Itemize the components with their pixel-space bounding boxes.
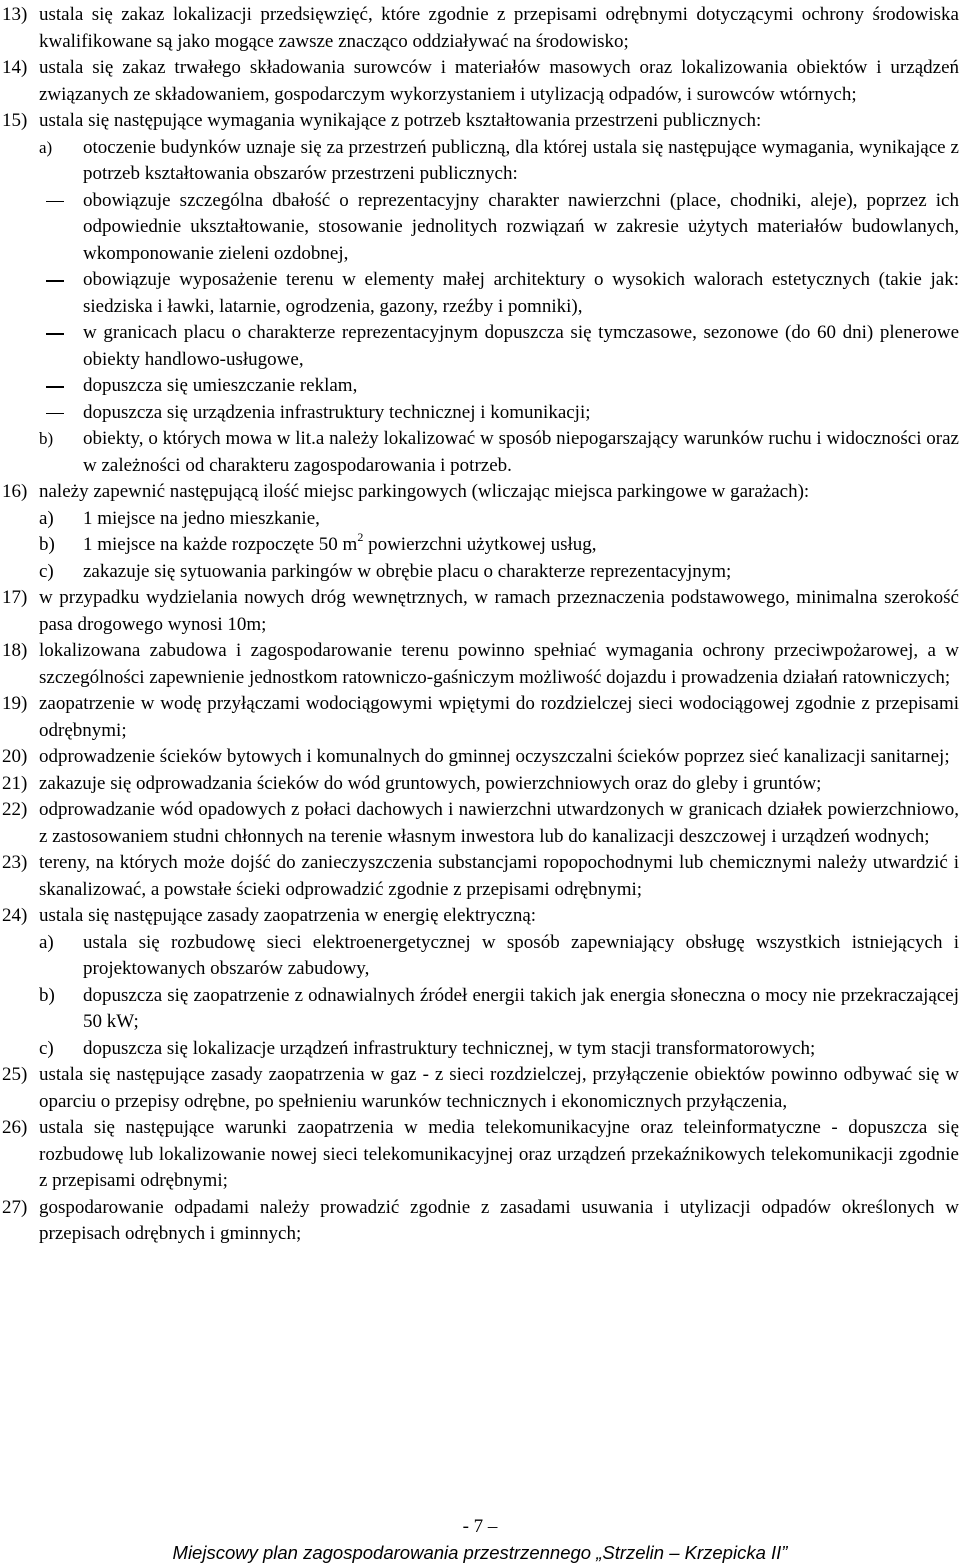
dash-item xyxy=(2,320,959,373)
sub-item-label: b) xyxy=(39,534,55,555)
sub-item-text-after: powierzchni użytkowej usług, xyxy=(363,534,597,555)
list-item xyxy=(2,797,959,850)
sub-item xyxy=(2,135,959,188)
list-item xyxy=(2,638,959,691)
item-number: 15) xyxy=(2,110,28,131)
list-item xyxy=(2,1195,959,1248)
item-text: w przypadku wydzielania nowych dróg wewnętrznych, w ramach przeznaczenia podstawowego, minimalna szerokość pasa drogowego wynosi 10m; xyxy=(39,587,959,635)
list-item xyxy=(2,903,959,930)
item-text: zakazuje się odprowadzania ścieków do wód gruntowych, powierzchniowych oraz do gleby i gruntów; xyxy=(39,772,822,794)
list-item xyxy=(2,744,959,771)
sub-item xyxy=(2,1036,959,1063)
item-text: zaopatrzenie w wodę przyłączami wodociągowymi wpiętymi do rozdzielczej sieci wodociągowej zgodnie z przepisami odrębnymi; xyxy=(39,693,959,741)
sub-item xyxy=(2,930,959,983)
superscript: 2 xyxy=(357,530,364,544)
dash-item-text: obowiązuje wyposażenie terenu w elementy małej architektury o wysokich walorach estetycznych (takie jak: siedziska i ławki, latarnie, ogrodzenia, gazony, rzeźby i pomniki), xyxy=(83,269,959,317)
list-item xyxy=(2,850,959,903)
sub-item-text: ustala się rozbudowę sieci elektroenergetycznej w sposób zapewniający obsługę wszystkich istniejących i projektowanych obszarów zabudowy, xyxy=(83,931,959,979)
dash-bullet xyxy=(46,386,64,388)
item-text: należy zapewnić następującą ilość miejsc parkingowych (wliczając miejsca parkingowe w garażach): xyxy=(39,481,810,502)
sub-item-label: b) xyxy=(39,429,54,448)
item-number: 25) xyxy=(2,1064,28,1085)
sub-item-text: dopuszcza się lokalizacje urządzeń infrastruktury technicznej, w tym stacji transformatorowych; xyxy=(83,1037,816,1059)
item-number: 22) xyxy=(2,799,28,820)
list-item xyxy=(2,585,959,638)
dash-item xyxy=(2,267,959,320)
item-text: ustala się zakaz lokalizacji przedsięwzięć, które zgodnie z przepisami odrębnymi dotyczącymi ochrony środowiska kwalifikowane są jako mogące zawsze znacząco oddziaływać na środowisko; xyxy=(39,4,959,52)
dash-bullet xyxy=(46,280,64,282)
sub-item xyxy=(2,559,959,586)
sub-item xyxy=(2,506,959,533)
regulation-list xyxy=(2,2,959,1248)
item-text: odprowadzanie wód opadowych z połaci dachowych i nawierzchni utwardzonych w granicach działek powierzchniowo, z zastosowaniem studni chłonnych na terenie własnym inwestora lub do kanalizacji deszczowej i urządzeń wodnych; xyxy=(39,799,959,847)
item-text: ustala się następujące zasady zaopatrzenia w energię elektryczną: xyxy=(39,905,537,926)
sub-item xyxy=(2,426,959,479)
item-number: 27) xyxy=(2,1196,28,1218)
item-number: 21) xyxy=(2,772,28,794)
item-number: 16) xyxy=(2,481,28,502)
dash-bullet xyxy=(46,201,64,203)
list-item xyxy=(2,108,959,135)
item-text: ustala się następujące warunki zaopatrzenia w media telekomunikacyjne oraz teleinformatyczne - dopuszcza się rozbudowę lub lokalizowanie nowej sieci telekomunikacyjnej oraz urządzeń przekaźnikowych telekomunikacji zgodnie z przepisami odrębnymi; xyxy=(39,1117,959,1191)
item-number: 26) xyxy=(2,1117,28,1138)
sub-item-text: otoczenie budynków uznaje się za przestrzeń publiczną, dla której ustala się następujące wymagania, wynikające z potrzeb kształtowania obszarów przestrzeni publicznych: xyxy=(83,136,959,184)
sub-item xyxy=(2,532,959,559)
footer-title: Miejscowy plan zagospodarowania przestrzennego „Strzelin – Krzepicka II” xyxy=(172,1542,788,1563)
item-number: 13) xyxy=(2,4,28,25)
list-item xyxy=(2,771,959,798)
item-text: ustala się następujące wymagania wynikające z potrzeb kształtowania przestrzeni publicznych: xyxy=(39,110,762,131)
item-number: 24) xyxy=(2,905,28,926)
sub-item xyxy=(2,983,959,1036)
sub-item-text: 1 miejsce na każde rozpoczęte 50 m xyxy=(83,534,358,555)
dash-item-text: obowiązuje szczególna dbałość o reprezentacyjny charakter nawierzchni (place, chodniki, aleje), poprzez ich odpowiednie ukształtowanie, stosowanie jednolitych rozwiązań w zakresie użytych materiałów budowlanych, wkomponowanie zieleni ozdobnej, xyxy=(83,189,959,264)
sub-item-text: dopuszcza się zaopatrzenie z odnawialnych źródeł energii takich jak energia słoneczna o mocy nie przekraczającej 50 kW; xyxy=(83,984,959,1032)
dash-item xyxy=(2,400,959,427)
item-text: ustala się następujące zasady zaopatrzenia w gaz - z sieci rozdzielczej, przyłączenie obiektów powinno odbywać się w oparciu o przepisy odrębne, po spełnieniu warunków technicznych i ekonomicznych przyłączenia, xyxy=(39,1064,959,1112)
item-text: lokalizowana zabudowa i zagospodarowanie terenu powinno spełniać wymagania ochrony przeciwpożarowej, a w szczególności zapewnienie jednostkom ratowniczo-gaśniczym możliwość dojazdu i prowadzenia działań ratowniczych; xyxy=(39,640,959,688)
item-number: 23) xyxy=(2,852,28,873)
item-number: 17) xyxy=(2,587,28,608)
item-number: 18) xyxy=(2,640,28,661)
sub-item-label: c) xyxy=(39,1037,54,1059)
sub-item-text: obiekty, o których mowa w lit.a należy lokalizować w sposób niepogarszający warunków ruchu i widoczności oraz w zależności od charakteru zagospodarowania i potrzeb. xyxy=(83,428,959,476)
dash-item-text: dopuszcza się umieszczanie reklam, xyxy=(83,375,358,396)
sub-item-label: b) xyxy=(39,984,55,1006)
item-text: gospodarowanie odpadami należy prowadzić zgodnie z zasadami usuwania i utylizacji odpadów określonych w przepisach odrębnych i gminnych; xyxy=(39,1196,959,1244)
sub-item-label: a) xyxy=(39,137,53,157)
sub-item-label: a) xyxy=(39,931,54,953)
list-item xyxy=(2,479,959,506)
list-item xyxy=(2,1115,959,1195)
dash-item-text: dopuszcza się urządzenia infrastruktury technicznej i komunikacji; xyxy=(83,401,591,423)
dash-item-text: w granicach placu o charakterze reprezentacyjnym dopuszcza się tymczasowe, sezonowe (do 60 dni) plenerowe obiekty handlowo-usługowe, xyxy=(83,322,959,370)
sub-item-text: 1 miejsce na jedno mieszkanie, xyxy=(83,507,320,529)
item-number: 19) xyxy=(2,693,28,714)
dash-bullet xyxy=(46,413,64,415)
list-item xyxy=(2,55,959,108)
item-number: 14) xyxy=(2,57,28,78)
item-text: odprowadzenie ścieków bytowych i komunalnych do gminnej oczyszczalni ścieków poprzez sieć kanalizacji sanitarnej; xyxy=(39,746,950,767)
item-text: tereny, na których może dojść do zanieczyszczenia substancjami ropopochodnymi lub chemicznymi należy utwardzić i skanalizować, a powstałe ścieki odprowadzić zgodnie z przepisami odrębnymi; xyxy=(39,852,959,900)
dash-item xyxy=(2,188,959,268)
list-item xyxy=(2,691,959,744)
page-number: - 7 – xyxy=(462,1516,498,1537)
sub-item-label: a) xyxy=(39,507,54,529)
list-item xyxy=(2,1062,959,1115)
list-item xyxy=(2,2,959,55)
item-text: ustala się zakaz trwałego składowania surowców i materiałów masowych oraz lokalizowania obiektów i urządzeń związanych ze składowaniem, gospodarczym wykorzystaniem i utylizacją odpadów, i surowców wtórnych; xyxy=(39,57,959,105)
item-number: 20) xyxy=(2,746,28,767)
sub-item-label: c) xyxy=(39,560,54,582)
sub-item-text: zakazuje się sytuowania parkingów w obrębie placu o charakterze reprezentacyjnym; xyxy=(83,560,732,582)
dash-item xyxy=(2,373,959,400)
dash-bullet xyxy=(46,333,64,335)
